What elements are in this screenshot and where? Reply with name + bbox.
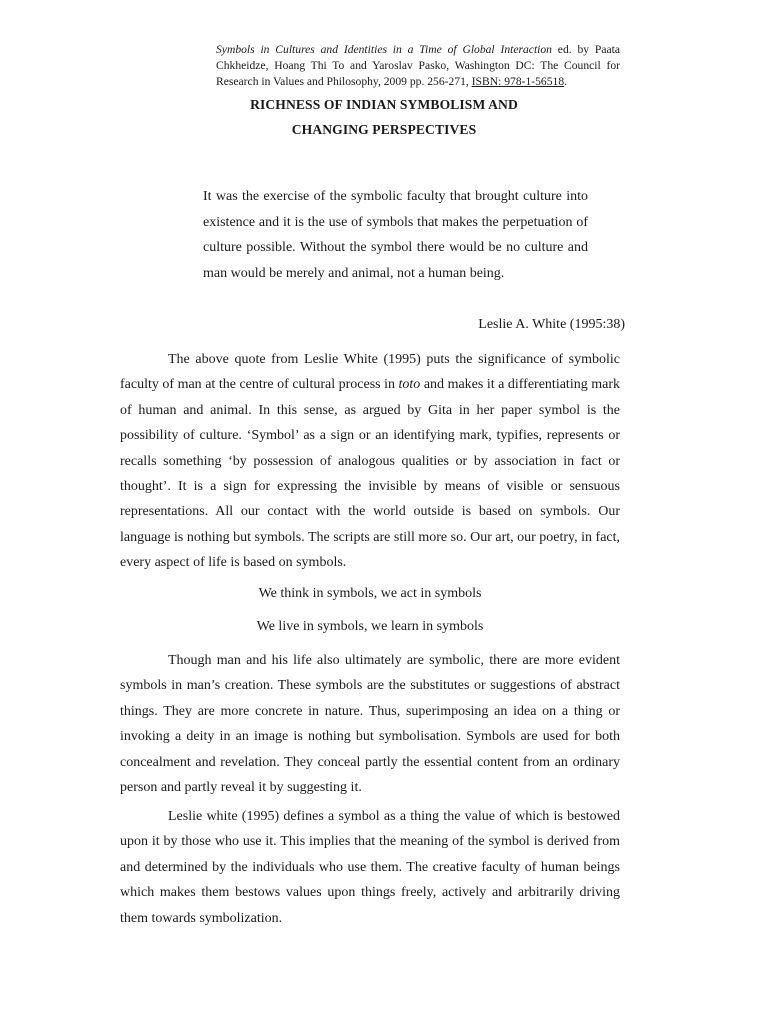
paragraph-1-part-2: and makes it a differentiating mark of human and animal. In this sense, as argued by Gita in her paper symbol is the possibility of culture. ‘Symbol’ as a sign or an identifying mark, typifies, represents or recalls something ‘by possession of analogous qualities or by association in fact or thought’. It is a sign for expressing the invisible by means of visible or sensuous representations. All our contact with the world outside is based on symbols. Our language is nothing but symbols. The scripts are still more so. Our art, our poetry, in fact, every aspect of life is based on symbols. [120,377,621,571]
paragraph-3 [120,804,620,931]
verse-line-1: We think in symbols, we act in symbols [258,586,482,601]
title-line-2: CHANGING PERSPECTIVES [291,122,477,137]
paragraph-1-italic: toto [398,377,421,393]
paragraph-1 [120,347,620,576]
paragraph-3-text: Leslie white (1995) defines a symbol as a thing the value of which is bestowed upon it by those who use it. This implies that the meaning of the symbol is derived from and determined by the individuals who use them. The creative faculty of human beings which makes them bestows values upon things freely, actively and arbitrarily driving them towards symbolization. [120,809,620,926]
citation-isbn: ISBN: 978-1-56518 [471,75,565,88]
citation-end: . [564,75,568,88]
title-line-1: RICHNESS OF INDIAN SYMBOLISM AND [250,97,518,112]
citation-book-title: Symbols in Cultures and Identities in a Time of Global Interaction [216,43,552,56]
citation-header [216,42,620,90]
paragraph-1-part-1: The above quote from Leslie White (1995) puts the significance of symbolic faculty of man at the centre of cultural process in [120,352,620,393]
citation-details: ed. by Paata Chkheidze, Hoang Thi To and Yaroslav Pasko, Washington DC: The Council for Research in Values and Philosophy, 2009 pp. 256-271, [216,43,620,88]
epigraph-attribution: Leslie A. White (1995:38) [478,317,625,332]
paragraph-2 [120,648,620,800]
paragraph-2-text: Though man and his life also ultimately are symbolic, there are more evident symbols in man’s creation. These symbols are the substitutes or suggestions of abstract things. They are more concrete in nature. Thus, superimposing an idea on a thing or invoking a deity in an image is nothing but symbolisation. Symbols are used for both concealment and revelation. They conceal partly the essential content from an ordinary person and partly reveal it by suggesting it. [120,653,620,796]
verse-line-2: We live in symbols, we learn in symbols [256,619,484,634]
epigraph-quote: It was the exercise of the symbolic faculty that brought culture into existence and it is the use of symbols that makes the perpetuation of culture possible. Without the symbol there would be no culture and man would be merely and animal, not a human being. [203,189,588,281]
